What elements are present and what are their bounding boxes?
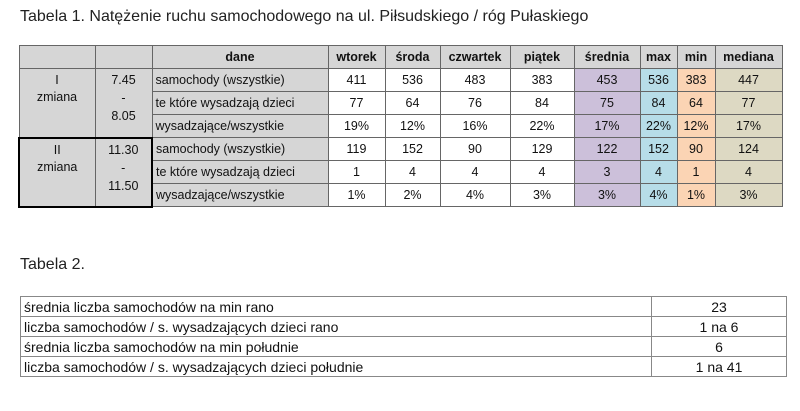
summary-label: liczba samochodów / s. wysadzających dzieci południe (21, 357, 652, 377)
cell-czwartek: 483 (440, 69, 510, 92)
traffic-table (18, 45, 783, 208)
cell-wtorek: 119 (328, 138, 385, 161)
cell-min: 64 (677, 92, 715, 115)
corner-cell (19, 46, 95, 69)
cell-sroda: 64 (385, 92, 440, 115)
summary-label: średnia liczba samochodów na min rano (21, 297, 652, 317)
cell-mediana: 4 (715, 161, 782, 184)
cell-wtorek: 19% (328, 115, 385, 138)
shift-2-time-sep: - (121, 160, 126, 175)
cell-max: 152 (640, 138, 677, 161)
cell-czwartek: 4 (440, 161, 510, 184)
shift-1-label (19, 69, 95, 138)
table-row (19, 69, 782, 92)
cell-sroda: 4 (385, 161, 440, 184)
cell-piatek: 22% (510, 115, 574, 138)
table2-title: Tabela 2. (20, 256, 85, 273)
cell-piatek: 4 (510, 161, 574, 184)
cell-min: 383 (677, 69, 715, 92)
summary-table (20, 296, 787, 377)
cell-min: 1 (677, 161, 715, 184)
cell-min: 12% (677, 115, 715, 138)
cell-czwartek: 90 (440, 138, 510, 161)
header-dane: dane (152, 46, 328, 69)
cell-mediana: 3% (715, 184, 782, 207)
header-srednia: średnia (574, 46, 640, 69)
table-row (21, 337, 787, 357)
summary-value: 1 na 41 (652, 357, 787, 377)
row-label: samochody (wszystkie) (152, 69, 328, 92)
header-max: max (640, 46, 677, 69)
header-czwartek: czwartek (440, 46, 510, 69)
cell-wtorek: 77 (328, 92, 385, 115)
table-row (21, 357, 787, 377)
cell-min: 1% (677, 184, 715, 207)
cell-piatek: 129 (510, 138, 574, 161)
shift-1-zmiana: zmiana (36, 90, 78, 104)
row-label: te które wysadzają dzieci (152, 92, 328, 115)
cell-srednia: 122 (574, 138, 640, 161)
cell-max: 22% (640, 115, 677, 138)
cell-wtorek: 411 (328, 69, 385, 92)
shift-2-time-start: 11.30 (108, 142, 139, 157)
shift-2-name: II (53, 142, 61, 157)
corner-cell (95, 46, 152, 69)
shift-1-time (95, 69, 152, 138)
cell-max: 536 (640, 69, 677, 92)
header-mediana: mediana (715, 46, 782, 69)
shift-2-zmiana: zmiana (37, 159, 78, 174)
cell-sroda: 12% (385, 115, 440, 138)
shift-1-name: I (55, 73, 59, 87)
row-label: wysadzające/wszystkie (152, 115, 328, 138)
cell-min: 90 (677, 138, 715, 161)
cell-piatek: 383 (510, 69, 574, 92)
cell-mediana: 124 (715, 138, 782, 161)
summary-value: 6 (652, 337, 787, 357)
table1-title: Tabela 1. Natężenie ruchu samochodowego na ul. Piłsudskiego / róg Pułaskiego (20, 8, 589, 25)
cell-wtorek: 1% (328, 184, 385, 207)
cell-piatek: 84 (510, 92, 574, 115)
header-wtorek: wtorek (328, 46, 385, 69)
cell-max: 4 (640, 161, 677, 184)
cell-czwartek: 4% (440, 184, 510, 207)
cell-srednia: 17% (574, 115, 640, 138)
cell-max: 4% (640, 184, 677, 207)
cell-mediana: 17% (715, 115, 782, 138)
cell-mediana: 447 (715, 69, 782, 92)
table1-header-row (19, 46, 782, 69)
shift-2-time-end: 11.50 (108, 178, 139, 193)
header-sroda: środa (385, 46, 440, 69)
summary-value: 1 na 6 (652, 317, 787, 337)
shift-2-time (95, 138, 152, 207)
shift-2-label (19, 138, 95, 207)
row-label: te które wysadzają dzieci (152, 161, 328, 184)
cell-czwartek: 16% (440, 115, 510, 138)
table-row (19, 138, 782, 161)
cell-srednia: 3% (574, 184, 640, 207)
cell-sroda: 2% (385, 184, 440, 207)
shift-1-time-sep: - (121, 91, 126, 105)
cell-mediana: 77 (715, 92, 782, 115)
row-label: wysadzające/wszystkie (152, 184, 328, 207)
shift-1-time-start: 7.45 (111, 73, 136, 87)
cell-wtorek: 1 (328, 161, 385, 184)
summary-label: średnia liczba samochodów na min południe (21, 337, 652, 357)
shift-1-time-end: 8.05 (111, 109, 136, 123)
header-piatek: piątek (510, 46, 574, 69)
cell-srednia: 3 (574, 161, 640, 184)
cell-czwartek: 76 (440, 92, 510, 115)
cell-srednia: 75 (574, 92, 640, 115)
table-row (21, 317, 787, 337)
row-label: samochody (wszystkie) (152, 138, 328, 161)
summary-label: liczba samochodów / s. wysadzających dzieci rano (21, 317, 652, 337)
header-min: min (677, 46, 715, 69)
table-row (21, 297, 787, 317)
cell-srednia: 453 (574, 69, 640, 92)
cell-max: 84 (640, 92, 677, 115)
cell-sroda: 536 (385, 69, 440, 92)
summary-value: 23 (652, 297, 787, 317)
cell-sroda: 152 (385, 138, 440, 161)
cell-piatek: 3% (510, 184, 574, 207)
